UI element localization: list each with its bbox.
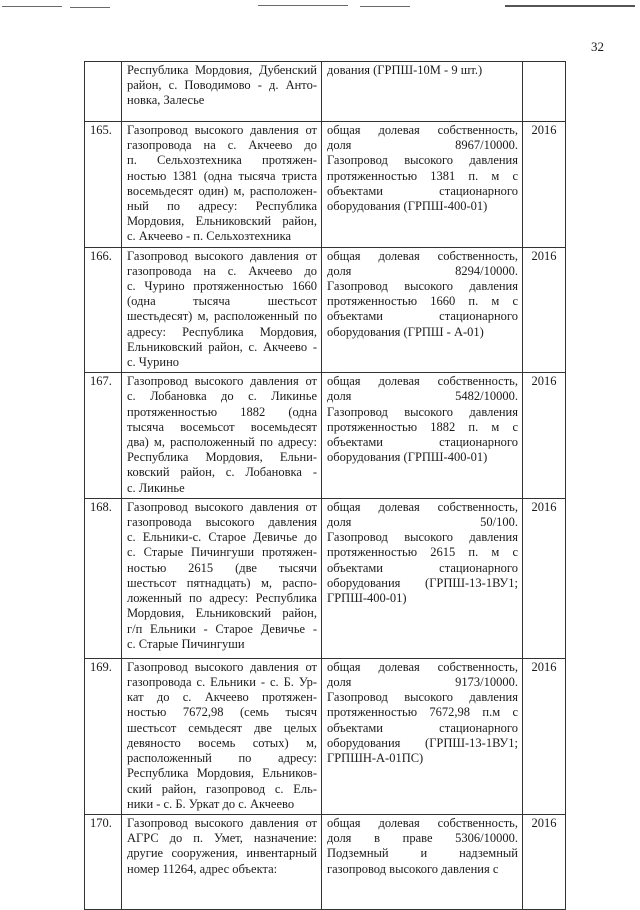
table-row (85, 62, 566, 122)
object-description-line: адресу: Республика Мордовия, (127, 324, 317, 339)
ownership-details-line: ГРПШ-400-01) (327, 591, 407, 606)
table-row (85, 122, 566, 248)
object-description-line: с. Чурино (127, 355, 180, 370)
object-description-line: два) м, расположенный по адресу: (127, 435, 317, 450)
object-description-line: Ельниковский район, с. Акчеево - (127, 339, 317, 354)
ownership-details-line: протяженностью 1381 п. м с (327, 168, 518, 183)
object-description-line: ложенный по адресу: Республика (127, 591, 317, 606)
ownership-details-line: протяженностью 1660 п. м с (327, 294, 518, 309)
object-description-line: газопровода высокого давления (127, 515, 317, 530)
ownership-details-line: доля в праве 5306/10000. (327, 831, 518, 846)
object-description-line: восемьдесят один) м, расположен- (127, 183, 317, 198)
ownership-details-line: оборудования (ГРПШ - А-01) (327, 324, 484, 339)
year-cell: 2016 (523, 247, 566, 373)
object-description-line: с. Старые Пичингуши протяжен- (127, 545, 317, 560)
table-row (85, 373, 566, 499)
object-description (122, 62, 322, 122)
year-cell: 2016 (523, 373, 566, 499)
ownership-details-line: дования (ГРПШ-10М - 9 шт.) (327, 63, 483, 77)
ownership-details-line: объектами стационарного (327, 720, 518, 735)
object-description-line: Мордовия, Ельниковский район, (127, 214, 317, 229)
object-description-line: ностью 7672,98 (семь тысяч (127, 705, 317, 720)
ownership-details-line: объектами стационарного (327, 309, 518, 324)
object-description-line: с. Лобановка до с. Ликинье (127, 389, 317, 404)
object-description-line: (одна тысяча шестьсот (127, 294, 317, 309)
object-description-line: ностью 2615 (две тысячи (127, 560, 317, 575)
ownership-details-line: доля 5482/10000. (327, 389, 518, 404)
object-description-line: п. Сельхозтехника протяжен- (127, 153, 317, 168)
object-description-line: с. Чурино протяженностью 1660 (127, 279, 317, 294)
object-description (122, 658, 322, 814)
year-cell (523, 62, 566, 122)
object-description-line: Газопровод высокого давления от (127, 248, 317, 263)
object-description-line: Республика Мордовия, Ельни- (127, 450, 317, 465)
row-number: 170. (85, 814, 122, 909)
table-row (85, 814, 566, 909)
object-description-line: расположенный по адресу: (127, 751, 317, 766)
ownership-details-line: протяженностью 1882 п. м с (327, 419, 518, 434)
page-number: 32 (591, 39, 604, 54)
ownership-details-line: ГРПШН-А-01ПС) (327, 751, 424, 766)
object-description (122, 814, 322, 909)
object-description (122, 498, 322, 658)
ownership-details-line: оборудования (ГРПШ-13-1ВУ1; (327, 575, 518, 590)
ownership-details-line: доля 50/100. (327, 515, 518, 530)
object-description-line: район, с. Поводимово - д. Анто- (127, 78, 317, 93)
object-description-line: Газопровод высокого давления от (127, 815, 317, 830)
year-cell: 2016 (523, 498, 566, 658)
object-description-line: кат до с. Акчеево протяжен- (127, 690, 317, 705)
object-description-line: с. Акчеево - п. Сельхозтехника (127, 229, 292, 244)
property-table (84, 61, 566, 910)
scan-artifact-top (0, 0, 640, 16)
object-description-line: девяносто восемь сотых) м, (127, 735, 317, 750)
ownership-details (322, 498, 523, 658)
ownership-details-line: газопровод высокого давления с (327, 861, 499, 876)
ownership-details-line: протяженностью 2615 п. м с (327, 545, 518, 560)
object-description-line: протяженностью 1882 (одна (127, 404, 317, 419)
object-description-line: ники - с. Б. Уркат до с. Акчеево (127, 796, 295, 811)
object-description-line: с. Ельники-с. Старое Девичье до (127, 530, 317, 545)
object-description-line: АГРС до п. Умет, назначение: (127, 831, 317, 846)
ownership-details (322, 62, 523, 122)
row-number: 167. (85, 373, 122, 499)
year-cell: 2016 (523, 814, 566, 909)
ownership-details-line: общая долевая собственность, (327, 123, 518, 137)
ownership-details (322, 122, 523, 248)
ownership-details-line: доля 8967/10000. (327, 138, 518, 153)
ownership-details-line: Газопровод высокого давления (327, 153, 518, 168)
object-description-line: ский район, газопровод с. Ель- (127, 781, 317, 796)
object-description-line: новка, Залесье (127, 93, 205, 108)
object-description-line: Республика Мордовия, Дубенский (127, 63, 317, 77)
ownership-details-line: общая долевая собственность, (327, 499, 518, 514)
ownership-details-line: Газопровод высокого давления (327, 530, 518, 545)
object-description-line: шестьдесят) м, расположенный по (127, 309, 317, 324)
object-description-line: Мордовия, Ельниковский район, (127, 606, 317, 621)
object-description-line: ковский район, с. Лобановка - (127, 465, 317, 480)
object-description (122, 247, 322, 373)
ownership-details-line: доля 8294/10000. (327, 263, 518, 278)
table-row (85, 247, 566, 373)
object-description-line: номер 11264, адрес объекта: (127, 861, 278, 876)
ownership-details-line: общая долевая собственность, (327, 374, 518, 389)
object-description-line: ный по адресу: Республика (127, 199, 317, 214)
ownership-details (322, 373, 523, 499)
object-description-line: Газопровод высокого давления от (127, 499, 317, 514)
ownership-details-line: объектами стационарного (327, 183, 518, 198)
object-description-line: с. Старые Пичингуши (127, 636, 245, 651)
ownership-details-line: объектами стационарного (327, 435, 518, 450)
object-description-line: ностью 1381 (одна тысяча триста (127, 168, 317, 183)
ownership-details-line: объектами стационарного (327, 560, 518, 575)
object-description (122, 373, 322, 499)
ownership-details-line: оборудования (ГРПШ-13-1ВУ1; (327, 735, 518, 750)
ownership-details-line: Газопровод высокого давления (327, 690, 518, 705)
ownership-details-line: Газопровод высокого давления (327, 279, 518, 294)
year-cell: 2016 (523, 658, 566, 814)
object-description-line: шестьсот семьдесят две целых (127, 720, 317, 735)
ownership-details-line: оборудования (ГРПШ-400-01) (327, 199, 488, 214)
year-cell: 2016 (523, 122, 566, 248)
ownership-details-line: оборудования (ГРПШ-400-01) (327, 450, 488, 465)
ownership-details-line: доля 9173/10000. (327, 675, 518, 690)
object-description-line: шестьсот пятнадцать) м, распо- (127, 575, 317, 590)
ownership-details-line: Газопровод высокого давления (327, 404, 518, 419)
row-number: 169. (85, 658, 122, 814)
ownership-details-line: общая долевая собственность, (327, 815, 518, 830)
row-number (85, 62, 122, 122)
ownership-details-line: общая долевая собственность, (327, 248, 518, 263)
ownership-details-line: протяженностью 7672,98 п.м с (327, 705, 518, 720)
object-description (122, 122, 322, 248)
object-description-line: Республика Мордовия, Ельников- (127, 766, 317, 781)
object-description-line: газопровода на с. Акчеево до (127, 138, 317, 153)
row-number: 168. (85, 498, 122, 658)
object-description-line: с. Ликинье (127, 480, 185, 495)
object-description-line: тысяча восемьсот восемьдесят (127, 419, 317, 434)
object-description-line: Газопровод высокого давления от (127, 659, 317, 674)
table-row (85, 498, 566, 658)
ownership-details (322, 814, 523, 909)
ownership-details (322, 247, 523, 373)
object-description-line: другие сооружения, инвентарный (127, 846, 317, 861)
object-description-line: газопровода на с. Акчеево до (127, 263, 317, 278)
object-description-line: Газопровод высокого давления от (127, 374, 317, 389)
ownership-details-line: Подземный и надземный (327, 846, 518, 861)
row-number: 166. (85, 247, 122, 373)
object-description-line: Газопровод высокого давления от (127, 123, 317, 137)
object-description-line: газопровода с. Ельники - с. Б. Ур- (127, 675, 317, 690)
object-description-line: г/п Ельники - Старое Девичье - (127, 621, 317, 636)
ownership-details (322, 658, 523, 814)
table-row (85, 658, 566, 814)
row-number: 165. (85, 122, 122, 248)
ownership-details-line: общая долевая собственность, (327, 659, 518, 674)
